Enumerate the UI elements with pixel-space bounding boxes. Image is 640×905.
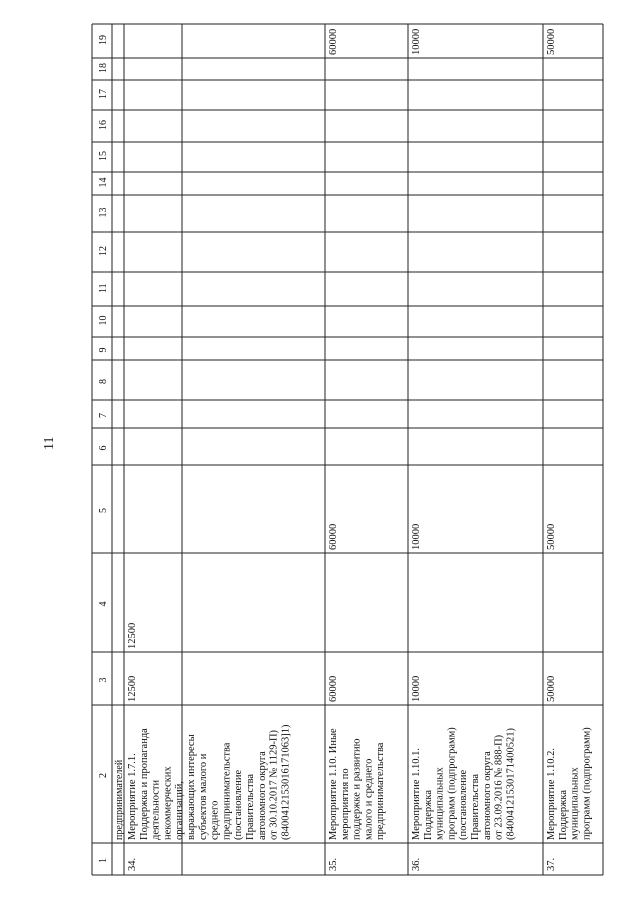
row-description-line: от 30.10.2017 № 1129-П): [268, 729, 280, 840]
row-description-line: среднего: [209, 800, 221, 840]
column-number: 7: [98, 413, 109, 418]
column-number: 19: [98, 35, 109, 45]
row-description-line: программ (подпрограмм): [446, 727, 458, 840]
row-description-line: (84004121530171400521): [505, 728, 517, 840]
row-description-line: субъектов малого и: [197, 753, 209, 840]
row-description-line: Поддержка: [557, 790, 569, 840]
row-value-col19: 50000: [546, 28, 557, 55]
row-value-col3: 50000: [546, 675, 557, 702]
row-value-col4: 12500: [127, 622, 138, 649]
row-value-col5: 10000: [411, 523, 422, 550]
column-number: 13: [98, 207, 109, 218]
row-description-line: Правительства: [245, 773, 256, 840]
row-value-col5: 60000: [328, 523, 339, 550]
row-value-col3: 10000: [411, 675, 422, 702]
row-description-line: Поддержка и пропаганда: [138, 728, 150, 840]
column-number: 18: [98, 63, 109, 73]
column-number: 4: [98, 601, 109, 607]
column-number: 11: [98, 283, 109, 293]
row-description-line: муниципальных: [569, 767, 581, 840]
column-number: 1: [98, 858, 109, 863]
row-description-line: (постановление: [233, 769, 245, 840]
page-number: 11: [42, 436, 57, 450]
row-description-line: программ (подпрограмм): [581, 727, 593, 840]
column-number: 3: [98, 677, 109, 683]
row-number: 35.: [328, 857, 339, 871]
row-description-line: муниципальных: [434, 767, 446, 840]
row-value-col3: 60000: [328, 675, 339, 702]
row-description-line: малого и среднего: [363, 758, 375, 840]
row-description-line: мероприятия по: [339, 768, 351, 840]
column-number: 10: [98, 315, 109, 326]
column-number: 9: [98, 347, 109, 353]
row-description-line: (постановление: [458, 769, 470, 840]
column-number: 15: [98, 151, 109, 161]
column-number: 12: [98, 246, 109, 256]
row-number: 34.: [127, 857, 138, 871]
row-description-line: Мероприятие 1.10.2.: [546, 747, 557, 840]
row-description-line: выражающих интересы: [186, 734, 197, 840]
row-description-line: организаций,: [174, 781, 186, 840]
continuation-text: предпринимателей: [114, 759, 125, 840]
column-number: 6: [98, 445, 109, 451]
row-description-line: автономного округа: [256, 751, 268, 840]
column-number: 5: [98, 508, 109, 513]
row-description-line: Поддержка: [422, 790, 434, 840]
column-number: 14: [98, 177, 109, 188]
column-number: 17: [98, 89, 109, 99]
row-value-col3: 12500: [127, 675, 138, 702]
row-description-line: Правительства: [470, 773, 481, 840]
row-value-col19: 60000: [328, 28, 339, 55]
row-description-line: Мероприятие 1.10. Иные: [328, 728, 339, 840]
row-description-line: (8400412153016171063]1): [280, 724, 292, 840]
row-description-line: от 23.09.2016 № 888-П): [493, 734, 505, 840]
row-description-line: предпринимательства: [375, 742, 387, 840]
column-number: 2: [98, 773, 109, 778]
row-description-line: деятельности: [150, 779, 162, 840]
row-description-line: некоммерческих: [162, 766, 174, 840]
row-value-col5: 50000: [546, 523, 557, 550]
row-number: 37.: [546, 857, 557, 871]
row-description-line: предпринимательства: [221, 742, 233, 840]
row-description-line: автономного округа: [481, 751, 493, 840]
row-number: 36.: [411, 857, 422, 871]
column-number: 8: [98, 379, 109, 384]
row-description-line: поддержке и развитию: [351, 738, 363, 840]
row-description-line: Мероприятие 1.7.1.: [127, 753, 138, 840]
row-description-line: Мероприятие 1.10.1.: [411, 747, 422, 840]
column-number: 16: [98, 120, 109, 130]
row-value-col19: 10000: [411, 28, 422, 55]
